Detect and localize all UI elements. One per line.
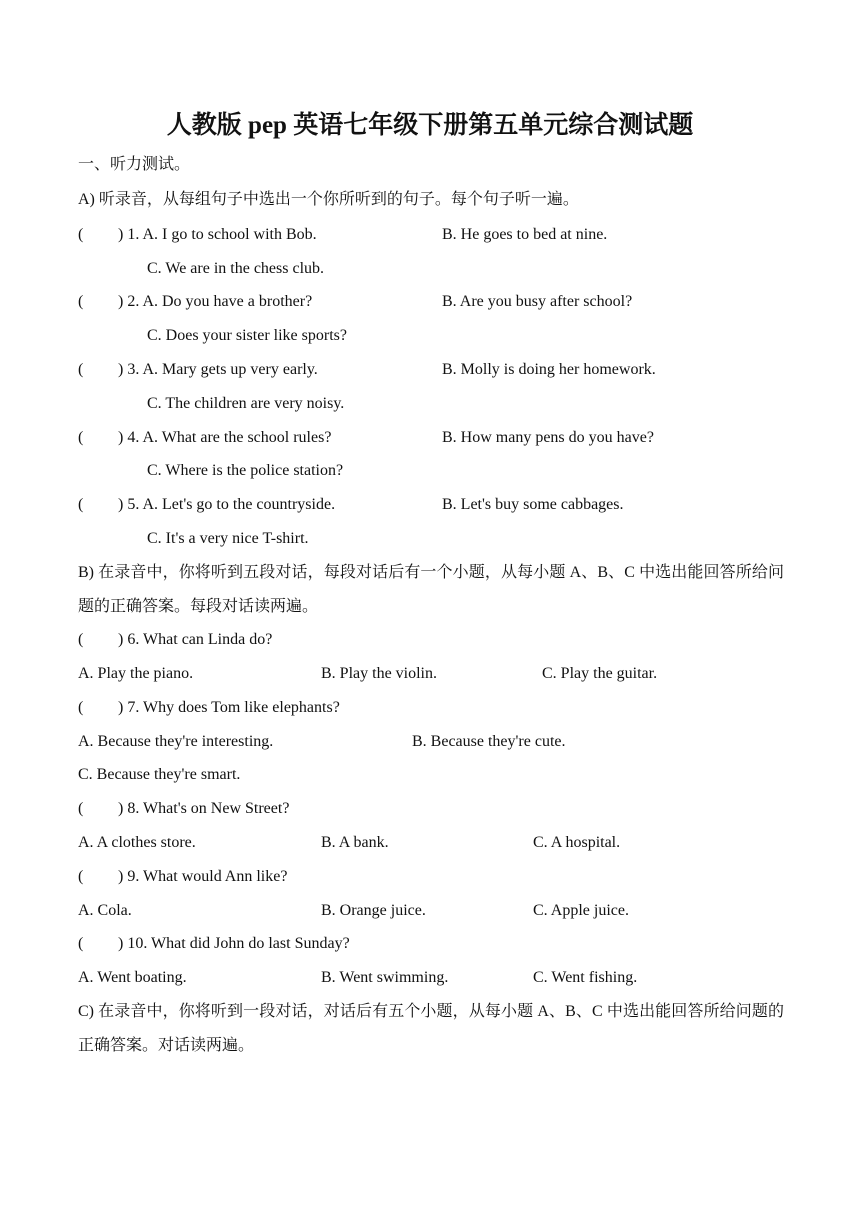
answer-blank: (: [78, 935, 84, 952]
question-9: ( ) 9. What would Ann like?: [78, 866, 287, 888]
question-text: 10. What did John do last Sunday?: [127, 935, 350, 952]
question-7: ( ) 7. Why does Tom like elephants?: [78, 697, 340, 719]
option-a: A. Play the piano.: [78, 665, 194, 682]
answer-blank: (: [78, 800, 84, 817]
option-a: A. Because they're interesting.: [78, 733, 274, 750]
question-text: 9. What would Ann like?: [127, 868, 288, 885]
option-b: B. Play the violin.: [321, 665, 437, 682]
blank-close: ): [118, 361, 124, 378]
option-a: 1. A. I go to school with Bob.: [127, 226, 317, 243]
option-a: A. Went boating.: [78, 969, 187, 986]
blank-close: ): [118, 226, 124, 243]
option-a: 3. A. Mary gets up very early.: [127, 361, 318, 378]
option-b: B. Molly is doing her homework.: [442, 361, 656, 378]
question-6: ( ) 6. What can Linda do?: [78, 629, 272, 651]
answer-blank: (: [78, 868, 84, 885]
answer-blank: (: [78, 429, 84, 446]
option-a: A. Cola.: [78, 902, 132, 919]
option-a: 5. A. Let's go to the countryside.: [127, 496, 336, 513]
blank-close: ): [118, 496, 124, 513]
option-a: 4. A. What are the school rules?: [127, 429, 332, 446]
option-b: B. Orange juice.: [321, 902, 426, 919]
option-c: C. We are in the chess club.: [147, 260, 325, 277]
part-b-instruction: B) 在录音中，你将听到五段对话，每段对话后有一个小题，从每小题 A、B、C 中选出能回答所给问题的正确答案。每段对话读两遍。: [78, 564, 784, 615]
blank-close: ): [118, 293, 124, 310]
part-c-instruction: C) 在录音中，你将听到一段对话，对话后有五个小题，从每小题 A、B、C 中选出能回答所给问题的正确答案。对话读两遍。: [78, 1003, 784, 1054]
question-8: ( ) 8. What's on New Street?: [78, 798, 289, 820]
document-title: 人教版 pep 英语七年级下册第五单元综合测试题: [166, 112, 694, 139]
option-a: 2. A. Do you have a brother?: [127, 293, 313, 310]
answer-blank: (: [78, 293, 84, 310]
answer-blank: (: [78, 496, 84, 513]
option-b: B. He goes to bed at nine.: [442, 226, 608, 243]
option-b: B. Went swimming.: [321, 969, 449, 986]
option-b: B. Are you busy after school?: [442, 293, 633, 310]
option-b: B. How many pens do you have?: [442, 429, 654, 446]
option-c: C. Apple juice.: [533, 902, 629, 919]
option-c: C. Because they're smart.: [78, 766, 241, 783]
option-c: C. Where is the police station?: [147, 462, 344, 479]
option-c: C. Does your sister like sports?: [147, 327, 347, 344]
part-a-instruction: A) 听录音，从每组句子中选出一个你所听到的句子。每个句子听一遍。: [78, 191, 579, 208]
blank-close: ): [118, 429, 124, 446]
option-c: C. It's a very nice T-shirt.: [147, 530, 309, 547]
option-c: C. Went fishing.: [533, 969, 638, 986]
question-text: 7. Why does Tom like elephants?: [127, 699, 340, 716]
answer-blank: (: [78, 631, 84, 648]
option-c: C. A hospital.: [533, 834, 621, 851]
option-b: B. Let's buy some cabbages.: [442, 496, 624, 513]
question-text: 6. What can Linda do?: [127, 631, 273, 648]
question-text: 8. What's on New Street?: [127, 800, 290, 817]
option-a: A. A clothes store.: [78, 834, 196, 851]
answer-blank: (: [78, 361, 84, 378]
answer-blank: (: [78, 699, 84, 716]
option-b: B. Because they're cute.: [412, 733, 566, 750]
option-b: B. A bank.: [321, 834, 389, 851]
option-c: C. The children are very noisy.: [147, 395, 345, 412]
section-heading-listening: 一、听力测试。: [78, 156, 191, 173]
option-c: C. Play the guitar.: [542, 665, 658, 682]
answer-blank: (: [78, 226, 84, 243]
question-10: ( ) 10. What did John do last Sunday?: [78, 933, 350, 955]
